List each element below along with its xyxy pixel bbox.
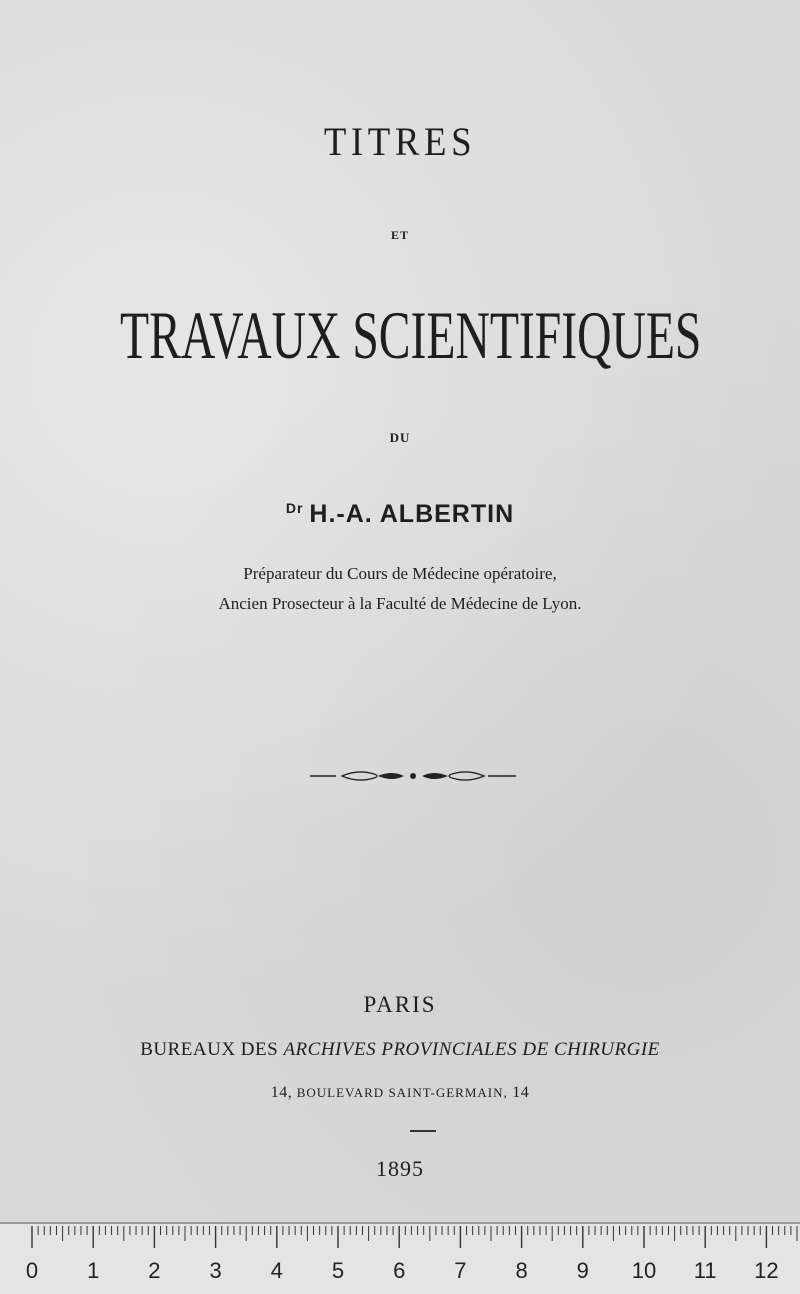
ruler-label: 1 — [87, 1258, 100, 1283]
imprint-year: 1895 — [376, 1156, 424, 1181]
author-subtitle-1: Préparateur du Cours de Médecine opératoire, — [243, 564, 557, 583]
ruler-label: 2 — [148, 1258, 161, 1283]
ornament-divider — [308, 766, 518, 786]
ruler-label: 6 — [393, 1258, 406, 1283]
title-travaux-scientifiques: TRAVAUX SCIENTIFIQUES — [120, 297, 702, 373]
imprint-city: PARIS — [363, 992, 437, 1017]
title-titres: TITRES — [323, 119, 477, 164]
ruler-label: 12 — [754, 1258, 779, 1283]
title-du: DU — [389, 430, 411, 445]
publisher-journal: ARCHIVES PROVINCIALES DE CHIRURGIE — [283, 1039, 660, 1060]
author-subtitle-2: Ancien Prosecteur à la Faculté de Médecine de Lyon. — [218, 594, 582, 613]
ruler-label: 0 — [25, 1258, 39, 1283]
author-line — [0, 500, 800, 529]
address-number-2: 14 — [512, 1084, 530, 1101]
ruler-label: 3 — [209, 1258, 222, 1283]
address-number-1: 14, — [270, 1084, 293, 1101]
imprint-address — [0, 1084, 800, 1102]
author-name: H.-A. ALBERTIN — [309, 500, 515, 528]
title-et: ET — [390, 228, 409, 242]
address-street: BOULEVARD SAINT-GERMAIN, — [296, 1085, 508, 1100]
ruler-label: 10 — [631, 1258, 657, 1283]
ruler-label: 4 — [270, 1258, 283, 1283]
ruler-label: 8 — [515, 1258, 528, 1283]
author-prefix: Dr — [285, 500, 304, 516]
imprint-dash — [410, 1130, 436, 1132]
imprint-publisher — [0, 1039, 800, 1061]
ruler-label: 11 — [693, 1258, 717, 1283]
measuring-ruler — [0, 1222, 800, 1294]
ruler-label: 5 — [331, 1258, 345, 1283]
ruler-scale — [0, 1224, 800, 1294]
publisher-prefix: BUREAUX DES — [140, 1039, 279, 1060]
ruler-label: 7 — [454, 1258, 467, 1283]
ruler-label: 9 — [576, 1258, 589, 1283]
